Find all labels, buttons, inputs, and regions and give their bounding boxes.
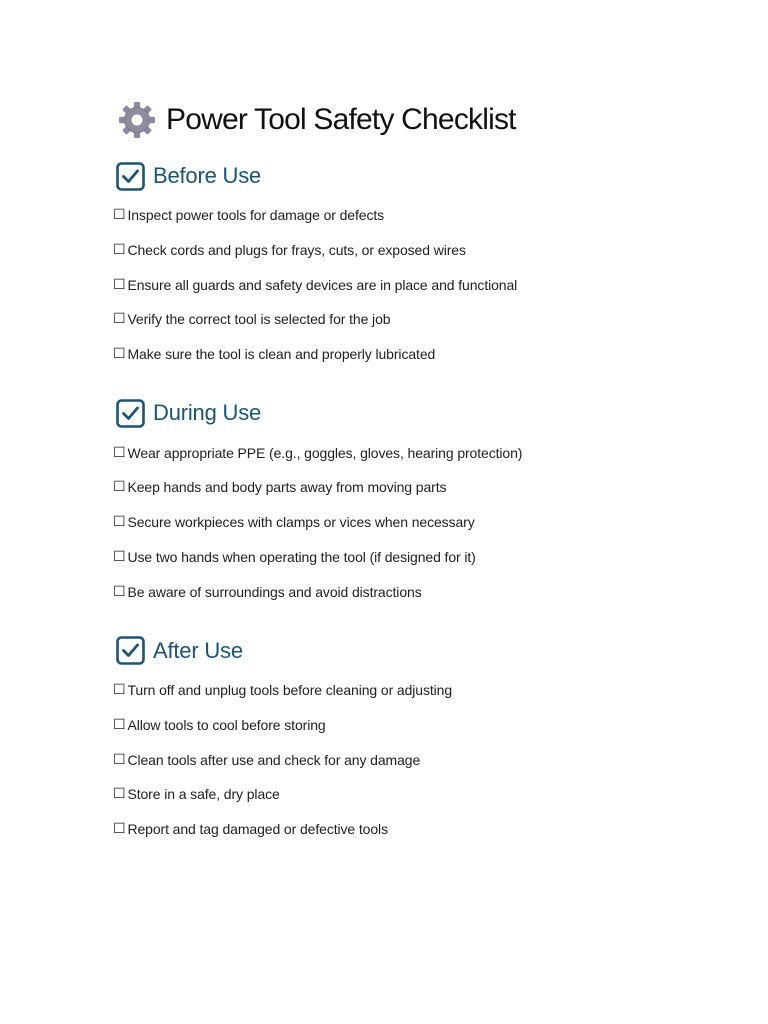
checklist-item — [113, 777, 713, 812]
empty-checkbox[interactable]: ☐ — [113, 716, 126, 733]
empty-checkbox[interactable]: ☐ — [113, 514, 126, 531]
checklist-item-label: Check cords and plugs for frays, cuts, or exposed wires — [127, 242, 466, 259]
checkbox-checked-icon — [115, 398, 146, 429]
checklist-item — [113, 302, 713, 337]
checklist-item — [113, 505, 713, 540]
checklist-item — [113, 540, 713, 575]
section-heading: After Use — [153, 637, 243, 663]
checklist-item — [113, 435, 713, 470]
section-during-use — [113, 395, 713, 608]
checklist-item-label: Report and tag damaged or defective tools — [127, 820, 388, 837]
section-heading-row — [113, 158, 713, 194]
section-heading: During Use — [153, 400, 262, 426]
empty-checkbox[interactable]: ☐ — [113, 311, 126, 328]
checklist-item — [113, 198, 713, 233]
checklist-item-label: Store in a safe, dry place — [127, 786, 280, 803]
checklist-item-label: Secure workpieces with clamps or vices when necessary — [127, 514, 475, 531]
empty-checkbox[interactable]: ☐ — [113, 242, 126, 259]
empty-checkbox[interactable]: ☐ — [113, 444, 126, 461]
checklist-item — [113, 673, 713, 708]
checklist-item — [113, 337, 713, 372]
empty-checkbox[interactable]: ☐ — [113, 751, 126, 768]
checklist-item — [113, 233, 713, 268]
checklist-item-label: Wear appropriate PPE (e.g., goggles, gloves, hearing protection) — [127, 444, 523, 461]
empty-checkbox[interactable]: ☐ — [113, 820, 126, 837]
page-title: Power Tool Safety Checklist — [166, 103, 516, 136]
checklist-item-label: Verify the correct tool is selected for the job — [127, 311, 391, 328]
checklist-item — [113, 267, 713, 302]
checklist-item — [113, 708, 713, 743]
empty-checkbox[interactable]: ☐ — [113, 583, 126, 600]
checklist-item-label: Keep hands and body parts away from moving parts — [127, 479, 447, 496]
empty-checkbox[interactable]: ☐ — [113, 276, 126, 293]
empty-checkbox[interactable]: ☐ — [113, 548, 126, 565]
sections-container — [113, 158, 713, 846]
section-heading-row — [113, 633, 713, 669]
checklist-page — [113, 96, 713, 846]
checklist-item — [113, 574, 713, 609]
title-row — [118, 96, 713, 144]
checklist-item-label: Clean tools after use and check for any damage — [127, 751, 421, 768]
checklist-item-label: Be aware of surroundings and avoid distractions — [127, 583, 422, 600]
empty-checkbox[interactable]: ☐ — [113, 346, 126, 363]
section-heading: Before Use — [153, 163, 262, 188]
checkbox-checked-icon — [115, 161, 146, 192]
empty-checkbox[interactable]: ☐ — [113, 786, 126, 803]
section-before-use — [113, 158, 713, 371]
empty-checkbox[interactable]: ☐ — [113, 207, 126, 224]
checklist-item-label: Inspect power tools for damage or defects — [127, 207, 385, 224]
checklist-item-label: Allow tools to cool before storing — [127, 716, 326, 733]
checklist-item — [113, 742, 713, 777]
checklist-item-label: Turn off and unplug tools before cleaning or adjusting — [127, 682, 453, 699]
empty-checkbox[interactable]: ☐ — [113, 479, 126, 496]
gear-icon — [118, 101, 156, 139]
checklist-item — [113, 470, 713, 505]
checklist-item-label: Ensure all guards and safety devices are in place and functional — [127, 276, 518, 293]
checkbox-checked-icon — [115, 635, 146, 666]
checklist-item-label: Make sure the tool is clean and properly lubricated — [127, 346, 436, 363]
section-after-use — [113, 633, 713, 846]
empty-checkbox[interactable]: ☐ — [113, 682, 126, 699]
checklist-item-label: Use two hands when operating the tool (if designed for it) — [127, 548, 476, 565]
section-heading-row — [113, 395, 713, 431]
checklist-item — [113, 812, 713, 847]
